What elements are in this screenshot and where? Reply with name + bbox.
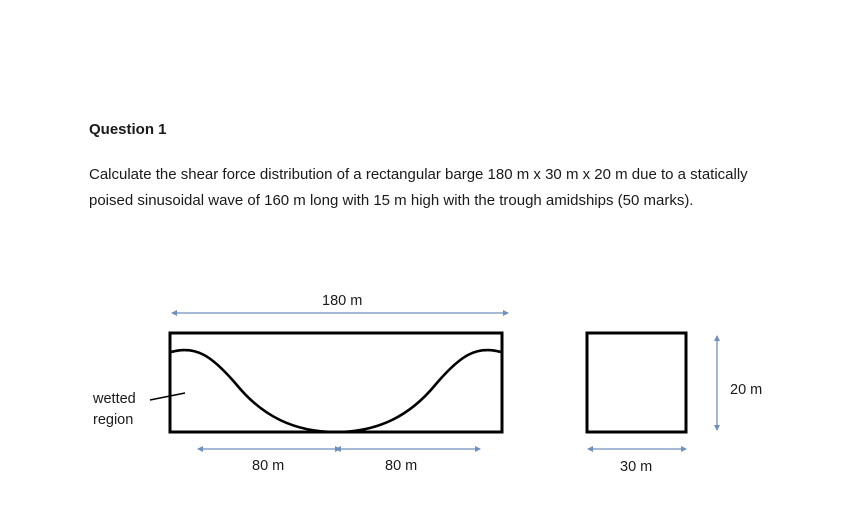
wetted-region-pointer bbox=[150, 393, 185, 400]
left-half-label: 80 m bbox=[252, 458, 285, 474]
question-heading: Question 1 bbox=[89, 121, 167, 138]
wetted-label-line2: region bbox=[93, 412, 134, 428]
breadth-label: 30 m bbox=[620, 459, 653, 475]
question-text: Calculate the shear force distribution of a rectangular barge 180 m x 30 m x 20 m due to a statically poised sinusoidal wave of 160 m long with 15 m high with the trough amidships (50 marks). bbox=[89, 166, 748, 209]
right-half-label: 80 m bbox=[385, 458, 418, 474]
barge-profile bbox=[170, 333, 502, 432]
depth-label: 20 m bbox=[730, 382, 763, 398]
wave-profile bbox=[171, 350, 501, 432]
wetted-label-line1: wetted bbox=[93, 391, 136, 407]
length-label: 180 m bbox=[322, 293, 363, 309]
barge-cross-section bbox=[587, 333, 686, 432]
